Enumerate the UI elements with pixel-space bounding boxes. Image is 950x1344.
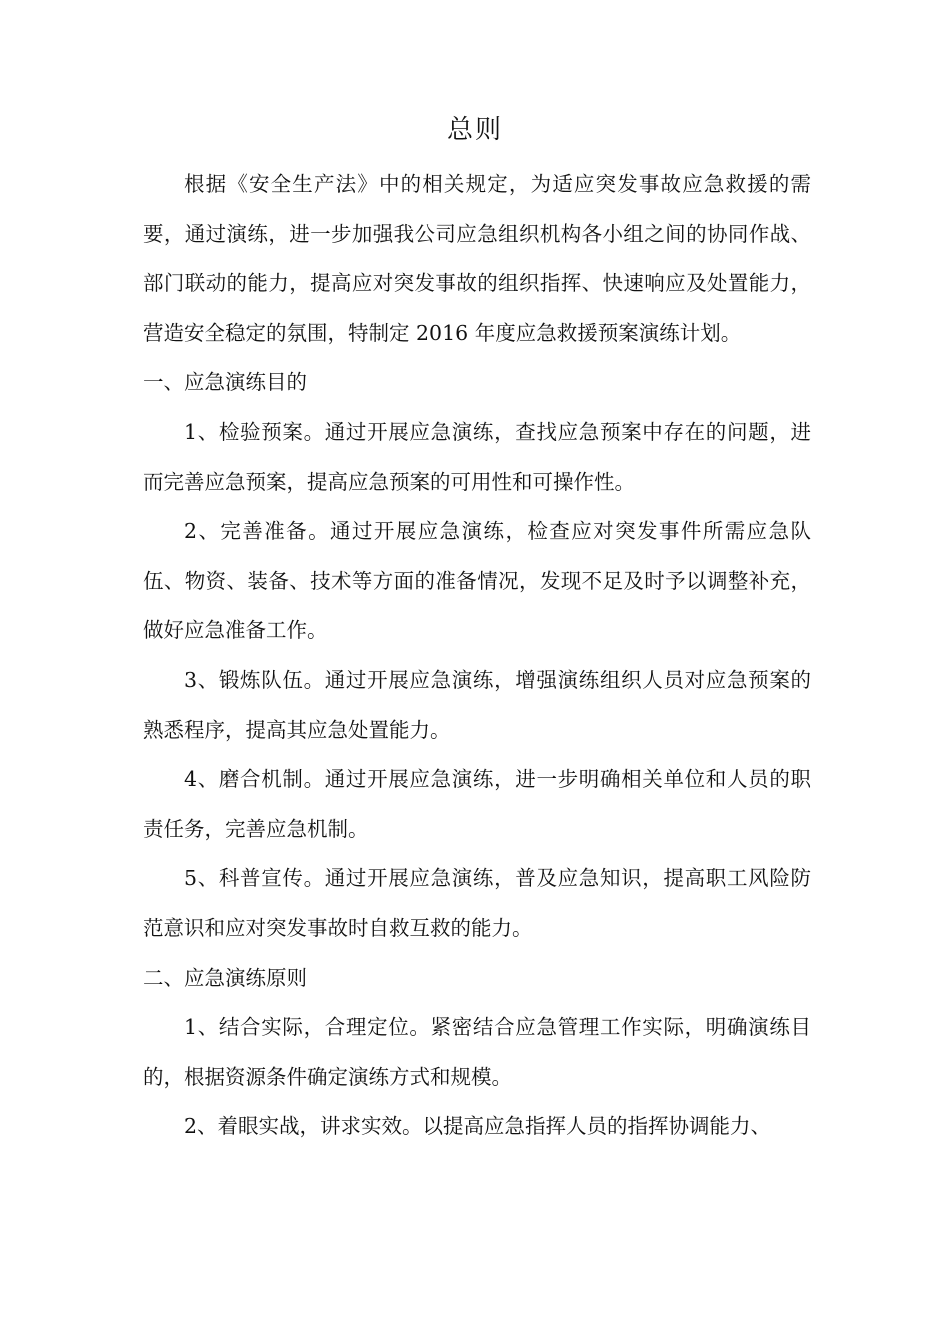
section-heading-principles: 二、应急演练原则	[143, 965, 307, 990]
list-item: 4、磨合机制。通过开展应急演练，进一步明确相关单位和人员的职责任务，完善应急机制。	[143, 767, 811, 841]
paragraph-intro: 根据《安全生产法》中的相关规定，为适应突发事故应急救援的需要，通过演练，进一步加强我公司应急组织机构各小组之间的协同作战、部门联动的能力，提高应对突发事故的组织指挥、快速响应及处置能力，营造安全稳定的氛围，特制定 2016 年度应急救援预案演练计划。	[143, 172, 811, 345]
list-item: 5、科普宣传。通过开展应急演练，普及应急知识，提高职工风险防范意识和应对突发事故时自救互救的能力。	[143, 866, 811, 940]
list-item: 1、结合实际，合理定位。紧密结合应急管理工作实际，明确演练目的，根据资源条件确定演练方式和规模。	[143, 1015, 811, 1089]
document-body	[143, 160, 811, 1152]
list-item: 1、检验预案。通过开展应急演练，查找应急预案中存在的问题，进而完善应急预案，提高应急预案的可用性和可操作性。	[143, 419, 811, 494]
list-item: 2、完善准备。通过开展应急演练，检查应对突发事件所需应急队伍、物资、装备、技术等方面的准备情况，发现不足及时予以调整补充，做好应急准备工作。	[143, 519, 811, 643]
document-title: 总则	[446, 115, 503, 145]
section-heading-purpose: 一、应急演练目的	[143, 370, 307, 395]
list-item: 3、锻炼队伍。通过开展应急演练，增强演练组织人员对应急预案的熟悉程序，提高其应急处置能力。	[143, 667, 811, 742]
list-item: 2、着眼实战，讲求实效。以提高应急指挥人员的指挥协调能力、	[184, 1114, 772, 1139]
